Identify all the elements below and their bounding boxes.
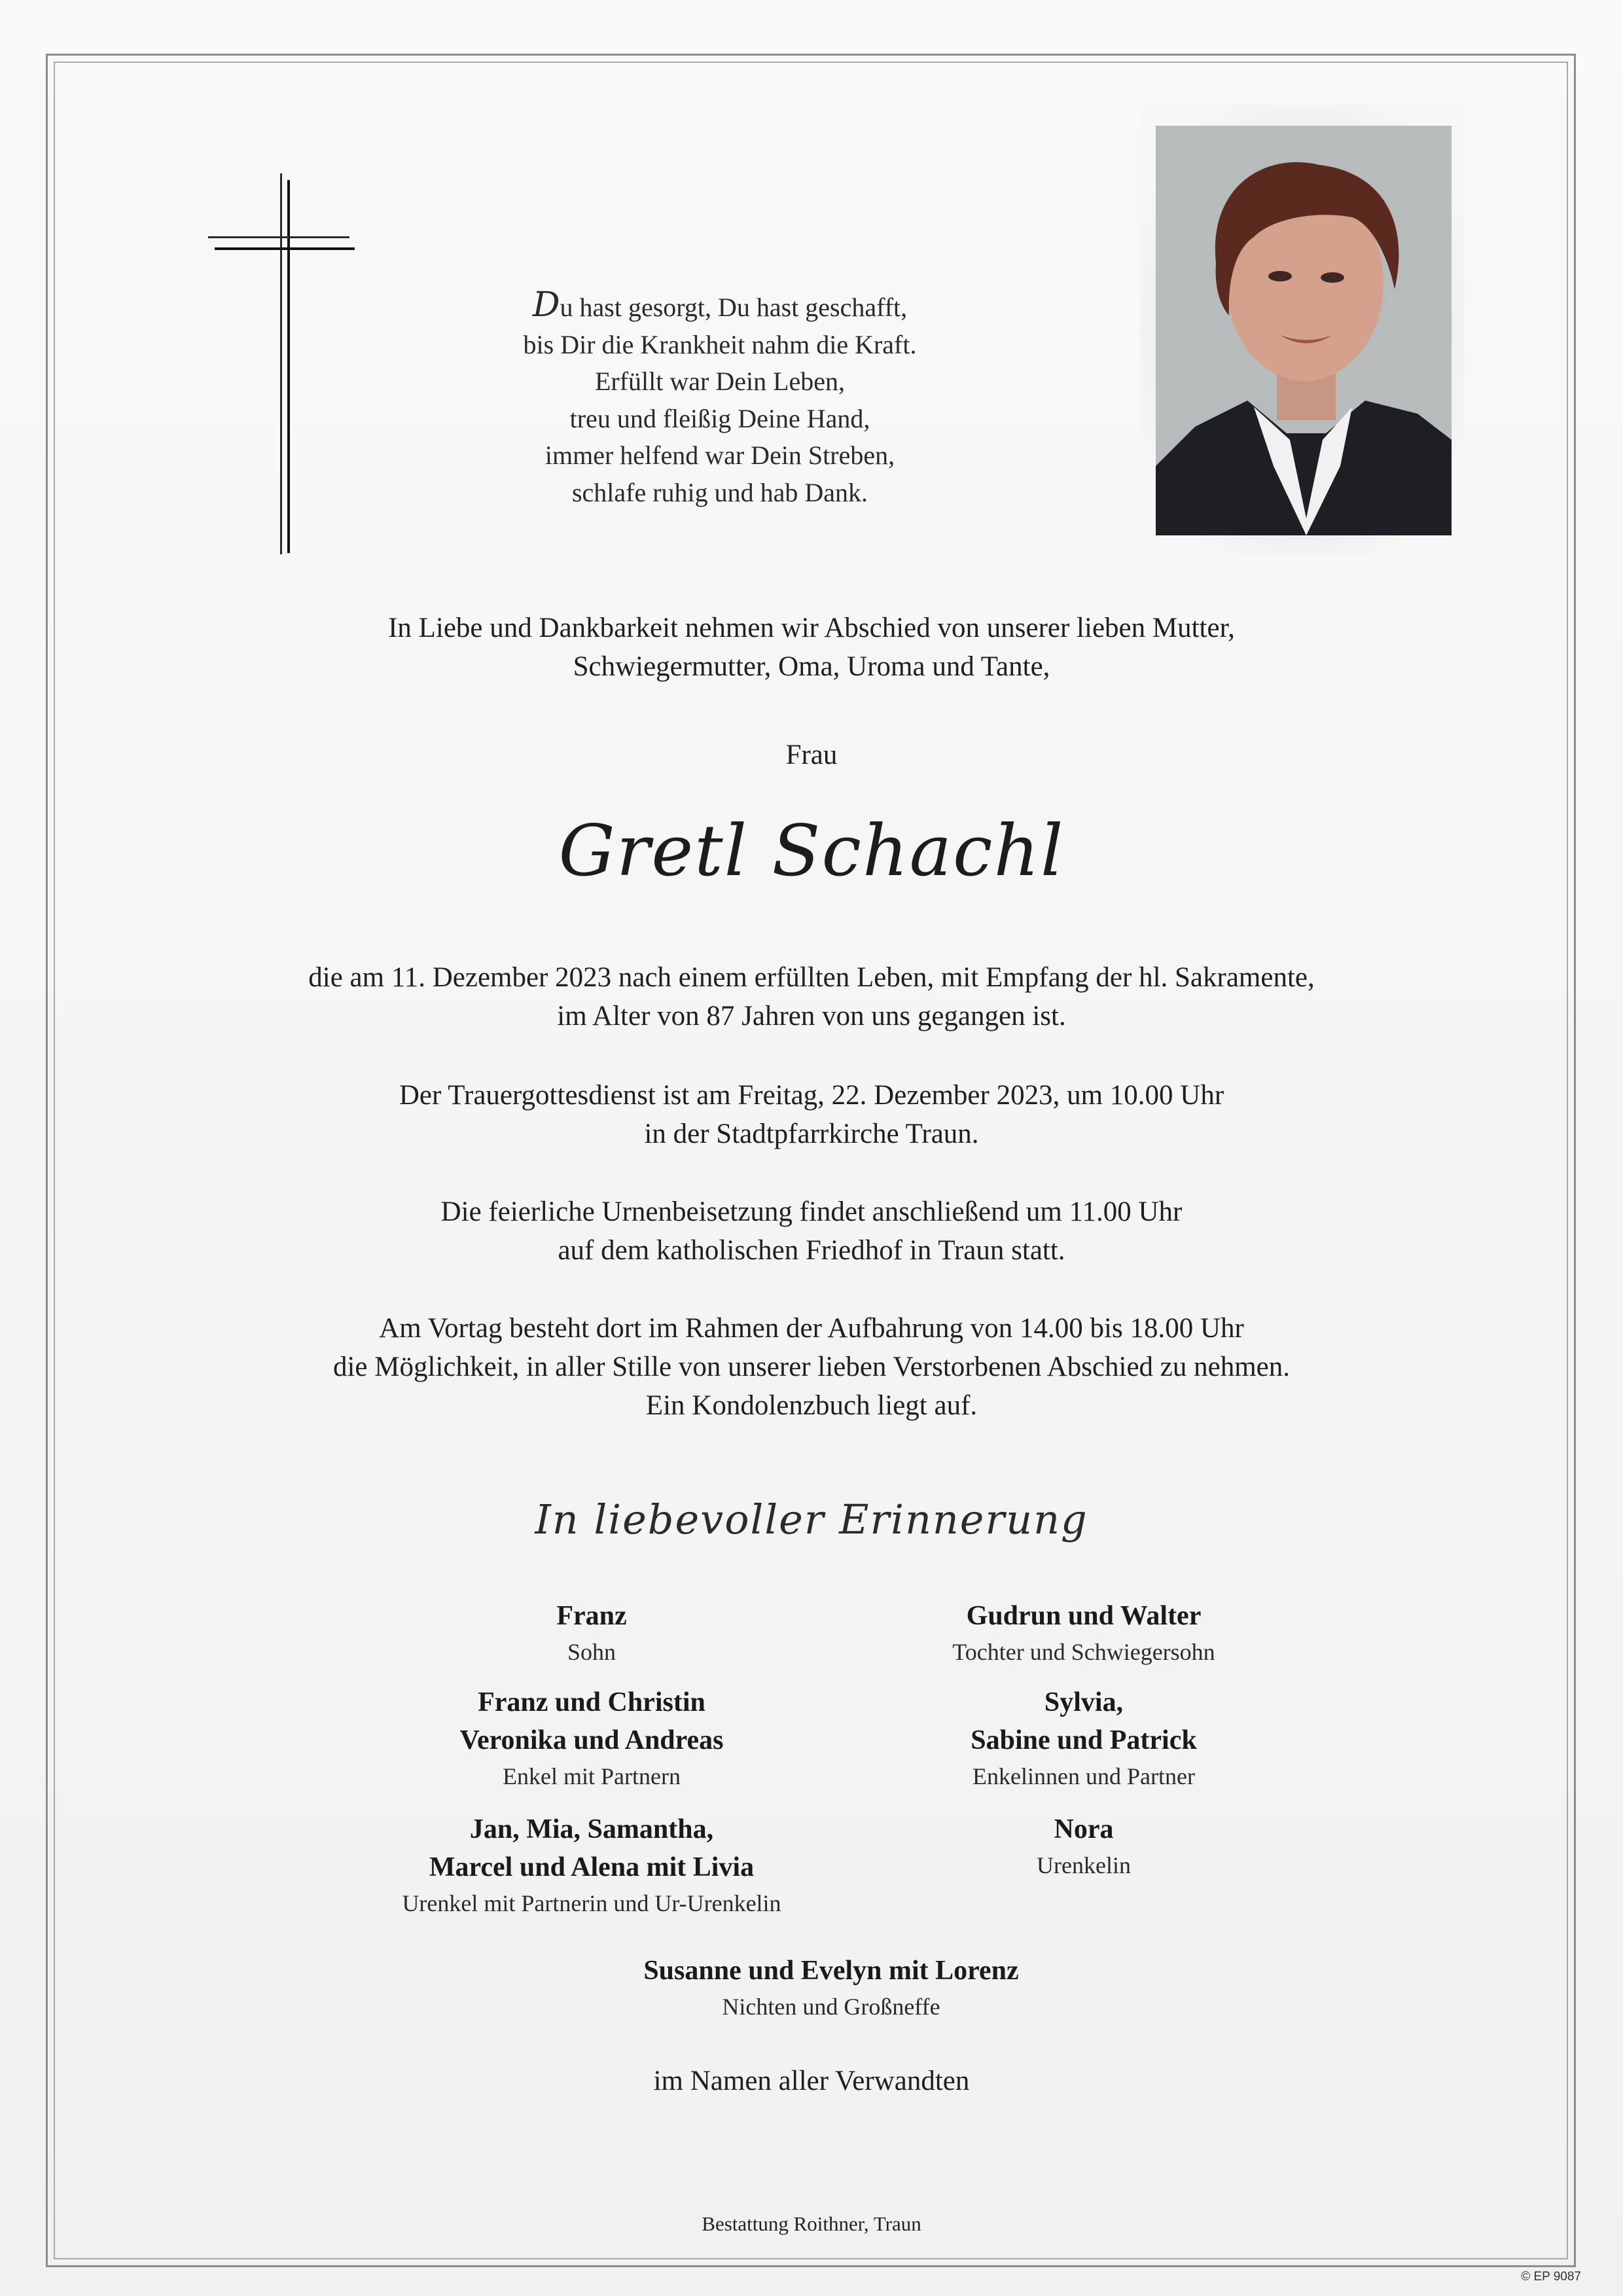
portrait-photo <box>1156 126 1452 535</box>
mourner-group <box>789 1683 1378 1793</box>
service-line: Der Trauergottesdienst ist am Freitag, 22. Dezember 2023, um 10.00 Uhr <box>399 1080 1224 1111</box>
mourner-group <box>789 1597 1378 1669</box>
urn-burial-line: auf dem katholischen Friedhof in Traun statt. <box>558 1235 1065 1266</box>
mourner-name: Sylvia, <box>1044 1687 1124 1717</box>
mourner-group <box>537 1952 1126 2024</box>
intro-line: Schwiegermutter, Oma, Uroma und Tante, <box>573 651 1050 682</box>
poem-line: treu und fleißig Deine Hand, <box>569 403 870 433</box>
urn-burial-line: Die feierliche Urnenbeisetzung findet anschließend um 11.00 Uhr <box>440 1196 1183 1227</box>
mourner-name: Veronika und Andreas <box>459 1725 724 1755</box>
cross-icon <box>208 173 355 554</box>
memorial-poem <box>419 287 1021 511</box>
mourner-relation: Enkelinnen und Partner <box>972 1763 1195 1789</box>
mourner-name: Nora <box>1054 1814 1114 1844</box>
closing-text: im Namen aller Verwandten <box>653 2066 970 2096</box>
print-code: © EP 9087 <box>1521 2270 1581 2284</box>
urn-burial-info <box>0 1193 1623 1270</box>
viewing-info <box>0 1309 1623 1425</box>
mourner-group <box>789 1810 1378 1882</box>
portrait-frame <box>1140 105 1465 555</box>
mourner-name: Franz und Christin <box>478 1687 705 1717</box>
closing-line <box>0 2062 1623 2100</box>
mourner-name: Franz <box>556 1601 627 1631</box>
mourner-relation: Enkel mit Partnern <box>503 1763 681 1789</box>
salutation <box>0 736 1623 774</box>
remembrance-heading: In liebevoller Erinnerung <box>535 1496 1088 1543</box>
deceased-name: Gretl Schachl <box>558 810 1065 892</box>
intro-line: In Liebe und Dankbarkeit nehmen wir Abschied von unserer lieben Mutter, <box>388 613 1235 643</box>
poem-line: Du hast gesorgt, Du hast geschafft, <box>532 285 908 325</box>
viewing-line: Am Vortag besteht dort im Rahmen der Aufbahrung von 14.00 bis 18.00 Uhr <box>379 1313 1244 1344</box>
poem-line: immer helfend war Dein Streben, <box>544 440 895 470</box>
undertaker-credit: Bestattung Roithner, Traun <box>702 2212 921 2235</box>
poem-dropcap: D <box>532 285 560 325</box>
death-notice <box>0 958 1623 1035</box>
mourner-name: Jan, Mia, Samantha, <box>469 1814 714 1844</box>
mourner-relation: Nichten und Großneffe <box>722 1994 940 2020</box>
mourner-name: Sabine und Patrick <box>971 1725 1197 1755</box>
poem-line: bis Dir die Krankheit nahm die Kraft. <box>523 329 917 359</box>
viewing-line: die Möglichkeit, in aller Stille von unserer lieben Verstorbenen Abschied zu nehmen. <box>332 1352 1291 1382</box>
mourner-relation: Urenkel mit Partnerin und Ur-Urenkelin <box>402 1890 781 1916</box>
mourner-relation: Urenkelin <box>1037 1852 1131 1878</box>
intro-text <box>0 609 1623 686</box>
mourner-name: Gudrun und Walter <box>966 1601 1202 1631</box>
mourner-name: Marcel und Alena mit Livia <box>429 1852 755 1882</box>
poem-line: schlafe ruhig und hab Dank. <box>571 477 868 507</box>
mourner-relation: Tochter und Schwiegersohn <box>952 1639 1215 1665</box>
death-notice-line: im Alter von 87 Jahren von uns gegangen ist. <box>557 1001 1066 1031</box>
death-notice-line: die am 11. Dezember 2023 nach einem erfüllten Leben, mit Empfang der hl. Sakramente, <box>308 962 1315 993</box>
salutation-text: Frau <box>785 740 838 770</box>
mourner-relation: Sohn <box>567 1639 616 1665</box>
viewing-line: Ein Kondolenzbuch liegt auf. <box>645 1390 978 1421</box>
mourner-name: Susanne und Evelyn mit Lorenz <box>643 1956 1019 1986</box>
poem-line: Erfüllt war Dein Leben, <box>594 367 846 396</box>
service-line: in der Stadtpfarrkirche Traun. <box>644 1119 979 1149</box>
service-info <box>0 1076 1623 1153</box>
